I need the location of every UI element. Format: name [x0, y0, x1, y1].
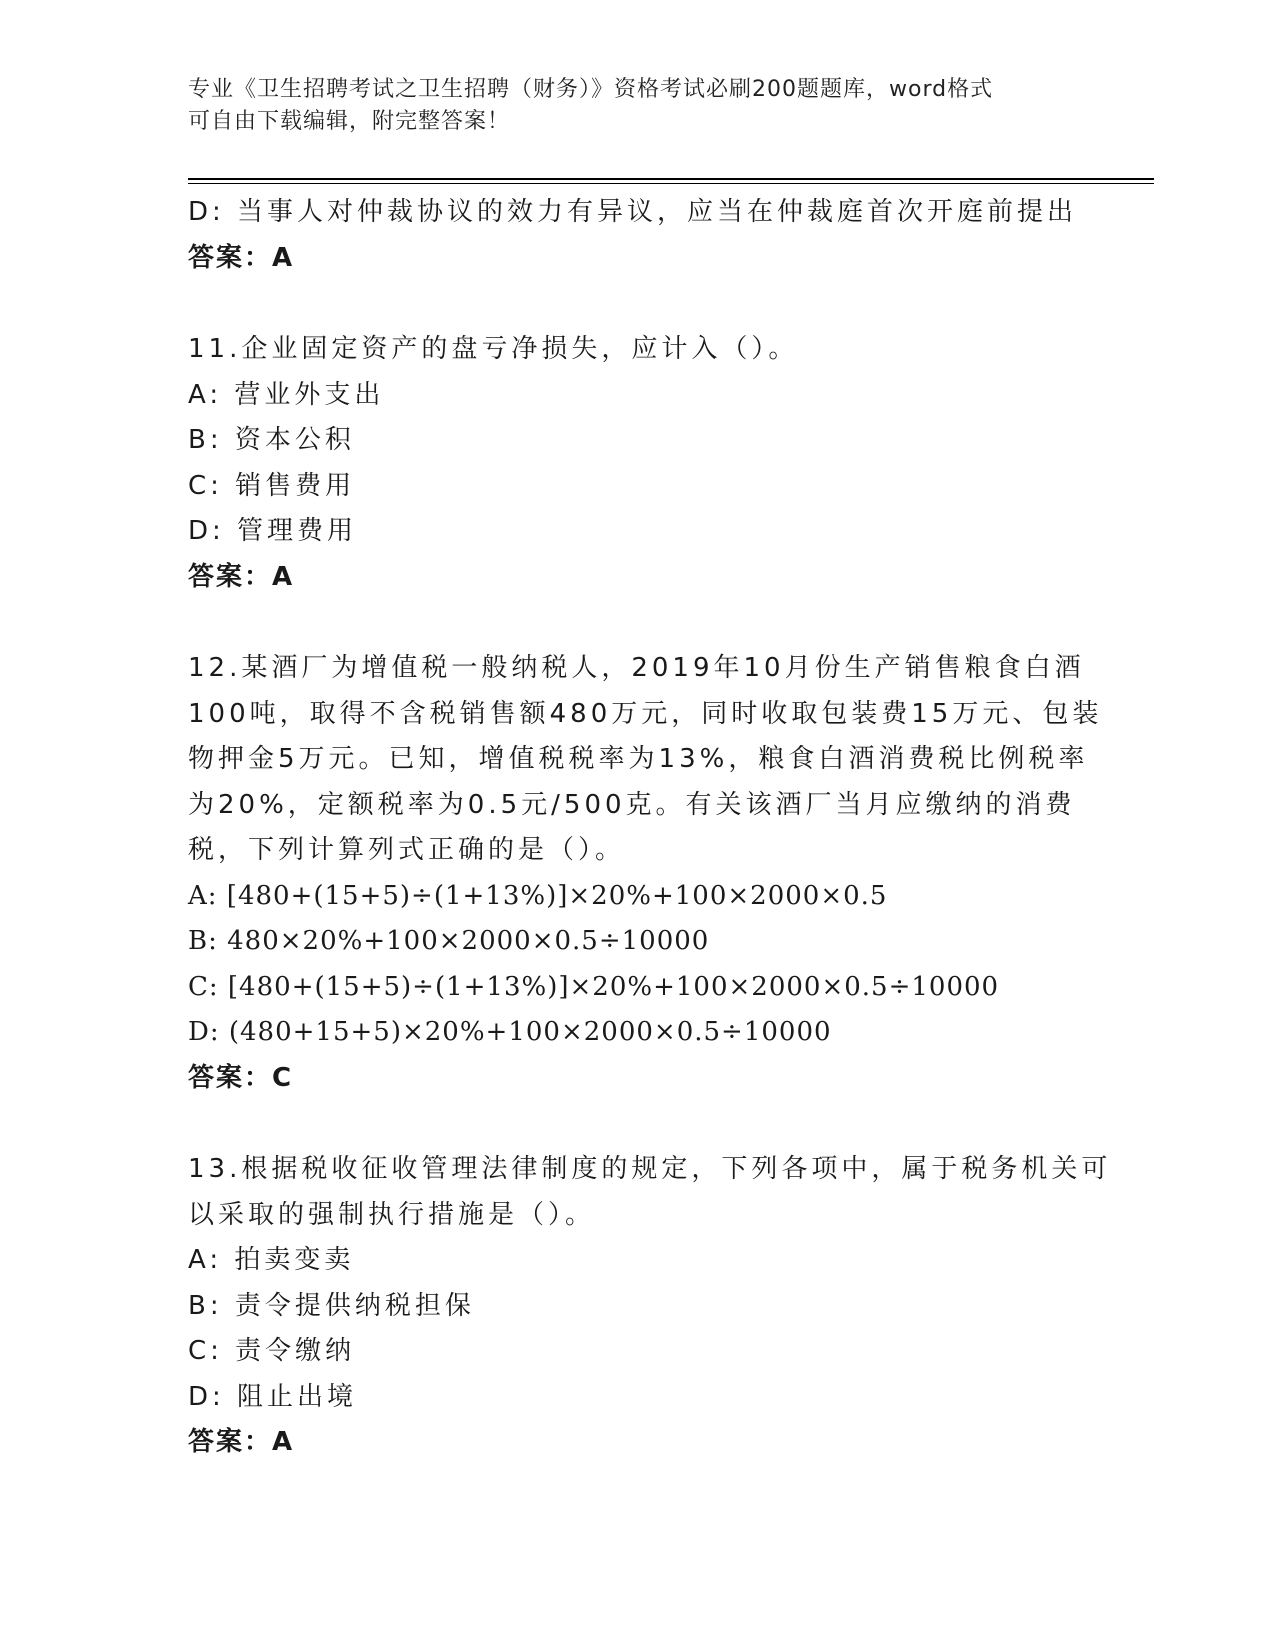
document-header: [188, 74, 1088, 138]
previous-question-tail: [188, 190, 1088, 281]
question-12: [188, 646, 1103, 1101]
option-d: D: 管理费用: [188, 516, 358, 546]
question-13: [188, 1147, 1112, 1466]
spacer: [188, 600, 1088, 646]
header-line-1: 专业《卫生招聘考试之卫生招聘（财务）》资格考试必刷200题题库，word格式: [188, 77, 994, 102]
question-stem-line: 税，下列计算列式正确的是（）。: [188, 835, 626, 865]
spacer: [188, 1101, 1088, 1147]
option-d: D: 当事人对仲裁协议的效力有异议，应当在仲裁庭首次开庭前提出: [188, 197, 1078, 227]
question-stem-line: 12.某酒厂为增值税一般纳税人，2019年10月份生产销售粮食白酒: [188, 653, 1085, 683]
header-line-2: 可自由下载编辑，附完整答案！: [188, 109, 511, 134]
option-b: B: 责令提供纳税担保: [188, 1290, 475, 1321]
answer-line: 答案：A: [188, 1427, 295, 1457]
question-stem-line: 为20%，定额税率为0.5元/500克。有关该酒厂当月应缴纳的消费: [188, 789, 1076, 820]
answer-line: 答案：A: [188, 561, 295, 592]
option-d: D: 阻止出境: [188, 1381, 358, 1412]
question-11: [188, 327, 1088, 600]
question-stem-line: 100吨，取得不含税销售额480万元，同时收取包装费15万元、包装: [188, 698, 1103, 729]
question-stem-line: 物押金5万元。已知，增值税税率为13%，粮食白酒消费税比例税率: [188, 744, 1089, 774]
option-c: C: 销售费用: [188, 470, 356, 501]
option-c: C: 责令缴纳: [188, 1336, 356, 1366]
option-b: B: 480×20%+100×2000×0.5÷10000: [188, 926, 710, 956]
question-stem-line: 13.根据税收征收管理法律制度的规定，下列各项中，属于税务机关可: [188, 1154, 1112, 1184]
answer-line: 答案：A: [188, 242, 295, 273]
option-a: A: [480+(15+5)÷(1+13%)]×20%+100×2000×0.5: [188, 880, 888, 911]
option-a: A: 营业外支出: [188, 379, 385, 410]
spacer: [188, 281, 1088, 327]
option-a: A: 拍卖变卖: [188, 1245, 355, 1275]
document-body: [188, 190, 1112, 1466]
question-stem-line: 以采取的强制执行措施是（）。: [188, 1199, 596, 1230]
header-divider-thick: [188, 178, 1154, 180]
option-c: C: [480+(15+5)÷(1+13%)]×20%+100×2000×0.5÷10000: [188, 971, 1000, 1002]
question-stem: 11.企业固定资产的盘亏净损失，应计入（）。: [188, 334, 799, 364]
header-divider-thin: [188, 183, 1154, 184]
option-b: B: 资本公积: [188, 425, 355, 455]
option-d: D: (480+15+5)×20%+100×2000×0.5÷10000: [188, 1017, 832, 1047]
answer-line: 答案：C: [188, 1062, 294, 1093]
